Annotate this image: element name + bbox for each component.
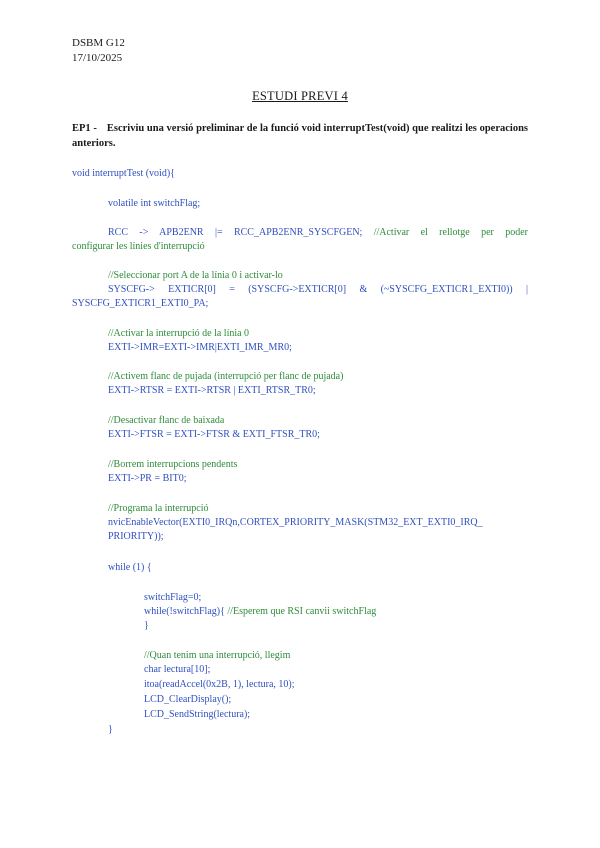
comment-imr: //Activar la interrupció de la línia 0 <box>108 328 250 339</box>
code-syscfg-continued: SYSCFG_EXTICR1_EXTI0_PA; <box>72 298 209 309</box>
code-while-close: } <box>108 724 113 735</box>
code-wait-close: } <box>144 620 149 631</box>
comment-ftsr: //Desactivar flanc de baixada <box>108 415 225 426</box>
comment-wait: //Esperem que RSI canvii switchFlag <box>227 606 377 617</box>
comment-rcc-continued: configurar les línies d'interrupció <box>72 241 205 252</box>
header-group: DSBM G12 <box>72 37 125 49</box>
comment-nvic: //Programa la interrupció <box>108 503 209 514</box>
code-imr: EXTI->IMR=EXTI->IMR|EXTI_IMR_MR0; <box>108 342 292 353</box>
code-while-open: while (1) { <box>108 562 152 573</box>
code-ftsr: EXTI->FTSR = EXTI->FTSR & EXTI_FTSR_TR0; <box>108 429 320 440</box>
header-date: 17/10/2025 <box>72 52 123 64</box>
code-volatile-decl: volatile int switchFlag; <box>108 198 201 209</box>
exercise-text: Escriviu una versió preliminar de la funció void interruptTest(void) que realitzi les operacions anteriors. <box>72 123 528 149</box>
code-itoa: itoa(readAccel(0x2B, 1), lectura, 10); <box>144 679 295 690</box>
comment-select-port: //Seleccionar port A de la línia 0 i activar-lo <box>108 270 283 281</box>
code-pr: EXTI->PR = BIT0; <box>108 473 187 484</box>
code-rcc-line <box>108 226 528 239</box>
code-lcd-clear: LCD_ClearDisplay(); <box>144 694 232 705</box>
code-func-decl: void interruptTest (void){ <box>72 168 175 179</box>
exercise-number: EP1 - <box>72 123 97 134</box>
code-syscfg: SYSCFG-> EXTICR[0] = (SYSCFG->EXTICR[0] & (~SYSCFG_EXTICR1_EXTI0)) | <box>108 284 528 295</box>
comment-rtsr: //Activem flanc de pujada (interrupció per flanc de pujada) <box>108 371 344 382</box>
code-nvic-continued: PRIORITY)); <box>108 531 164 542</box>
exercise-statement <box>72 121 528 151</box>
code-rcc: RCC -> APB2ENR |= RCC_APB2ENR_SYSCFGEN; <box>108 227 374 238</box>
page-title: ESTUDI PREVI 4 <box>252 89 348 103</box>
comment-pr: //Borrem interrupcions pendents <box>108 459 238 470</box>
comment-read: //Quan tenim una interrupció, llegim <box>144 650 291 661</box>
code-wait-line <box>144 605 376 618</box>
code-lcd-send: LCD_SendString(lectura); <box>144 709 251 720</box>
code-wait: while(!switchFlag){ <box>144 606 228 617</box>
document-header <box>72 36 125 66</box>
code-rtsr: EXTI->RTSR = EXTI->RTSR | EXTI_RTSR_TR0; <box>108 385 316 396</box>
comment-rcc: //Activar el rellotge per poder <box>373 227 528 238</box>
code-switch-reset: switchFlag=0; <box>144 592 202 603</box>
code-nvic: nvicEnableVector(EXTI0_IRQn,CORTEX_PRIORITY_MASK(STM32_EXT_EXTI0_IRQ_ <box>108 517 483 528</box>
code-char-decl: char lectura[10]; <box>144 664 211 675</box>
